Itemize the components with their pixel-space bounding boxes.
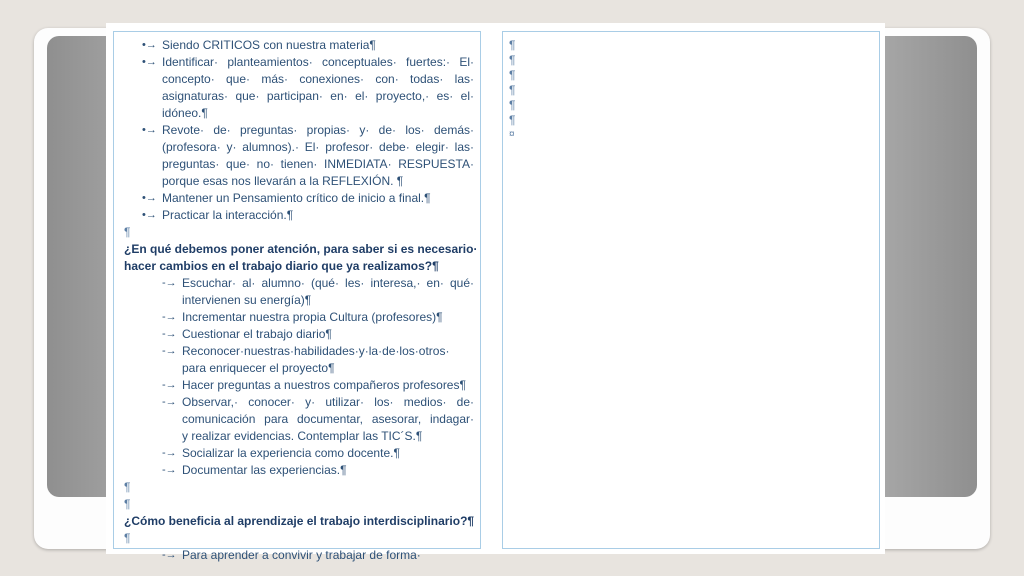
bullet-marker: •→ [142,192,157,204]
list-item: Reconocer·nuestras·habilidades·y·la·de·los·otros· [182,344,450,358]
bullet-marker: •→ [142,39,157,51]
list-item: Hacer preguntas a nuestros compañeros profesores¶ [182,378,466,392]
list-item: Socializar la experiencia como docente.¶ [182,446,400,460]
paragraph-mark: ¶ [124,497,131,511]
dash-marker: -→ [162,447,177,459]
list-item: Mantener un Pensamiento crítico de inicio a final.¶ [162,191,431,205]
question-heading-cont: hacer cambios en el trabajo diario que ya realizamos?¶ [124,259,439,273]
list-item-cont: y realizar evidencias. Contemplar las TIC´S.¶ [182,429,423,443]
question-heading: ¿Cómo beneficia al aprendizaje el trabajo interdisciplinario?¶ [124,514,475,528]
paragraph-mark: ¶ [509,83,516,97]
list-item-cont: (profesora· y· alumnos).· El· profesor· debe· elegir· las· [162,140,474,154]
paragraph-mark: ¶ [509,53,516,67]
paragraph-mark: ¶ [124,225,131,239]
list-item: Identificar· planteamientos· conceptuales· fuertes:· El· [162,55,474,69]
paragraph-mark: ¶ [509,38,516,52]
dash-marker: -→ [162,549,177,561]
dash-marker: -→ [162,328,177,340]
list-item-cont: intervienen su energía)¶ [182,293,312,307]
paragraph-mark: ¶ [509,113,516,127]
list-item-cont: preguntas· que· no· tienen· INMEDIATA· RESPUESTA· [162,157,474,171]
list-item-cont: porque esas nos llevarán a la REFLEXIÓN. ¶ [162,174,404,188]
paragraph-mark: ¶ [124,531,131,545]
bullet-marker: •→ [142,124,157,136]
question-heading: ¿En qué debemos poner atención, para saber si es necesario· [124,242,478,256]
dash-marker: -→ [162,396,177,408]
list-item-cont: concepto· que· más· conexiones· con· todas· las· [162,72,474,86]
dash-marker: -→ [162,277,177,289]
paragraph-mark: ¶ [124,480,131,494]
left-column[interactable] [113,31,481,562]
dash-marker: -→ [162,379,177,391]
paragraph-mark: ¶ [509,98,516,112]
dash-marker: -→ [162,464,177,476]
list-item: Cuestionar el trabajo diario¶ [182,327,332,341]
list-item: Documentar las experiencias.¶ [182,463,347,477]
list-item: Siendo CRITICOS con nuestra materia¶ [162,38,376,52]
cell-end-mark: ¤ [509,129,515,140]
list-item-cont: comunicación para documentar, asesorar, indagar· [182,412,474,426]
list-item: Escuchar· al· alumno· (qué· les· interesa,· en· qué· [182,276,474,290]
list-item: Para aprender a convivir y trabajar de forma· [182,548,421,562]
list-item-cont: para enriquecer el proyecto¶ [182,361,335,375]
list-item-cont: asignaturas· que· participan· en· el· proyecto,· es· el· [162,89,474,103]
list-item: Revote· de· preguntas· propias· y· de· los· demás· [162,123,474,137]
list-item: Incrementar nuestra propia Cultura (profesores)¶ [182,310,443,324]
bullet-marker: •→ [142,56,157,68]
list-item: Practicar la interacción.¶ [162,208,294,222]
bullet-marker: •→ [142,209,157,221]
list-item-cont: idóneo.¶ [162,106,208,120]
dash-marker: -→ [162,311,177,323]
list-item: Observar,· conocer· y· utilizar· los· medios· de· [182,395,474,409]
dash-marker: -→ [162,345,177,357]
document-page [106,23,885,562]
right-column[interactable] [502,31,880,549]
paragraph-mark: ¶ [509,68,516,82]
